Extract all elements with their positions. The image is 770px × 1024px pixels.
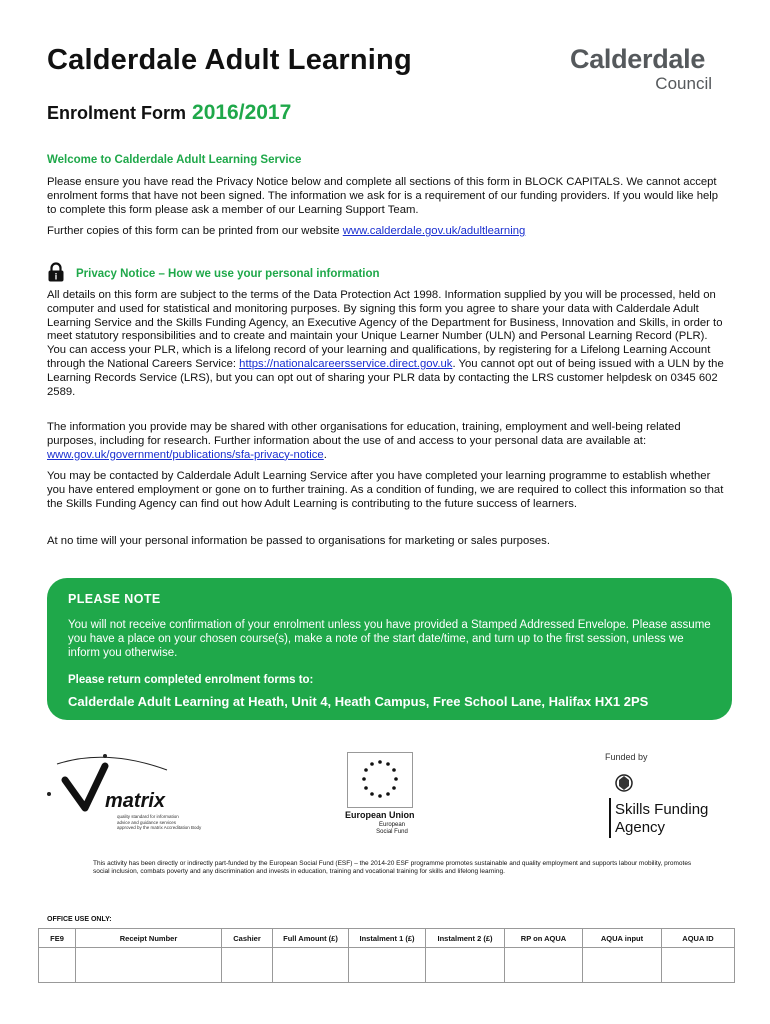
office-header-row — [39, 929, 735, 948]
note-text: You will not receive confirmation of your enrolment unless you have provided a Stamped Addressed Envelope. Please assume you have a place on your chosen course(s), make a note of the start date/time, and turn up to the first session, unless we inform you otherwise. — [68, 619, 711, 659]
form-subtitle — [47, 101, 291, 125]
office-entry-row — [39, 948, 735, 983]
col-full-amount: Full Amount (£) — [273, 929, 349, 948]
office-use-label: OFFICE USE ONLY: — [47, 916, 112, 923]
matrix-tagline-1: quality standard for information — [117, 814, 179, 819]
website-paragraph — [47, 225, 727, 239]
col-aqua-id: AQUA ID — [662, 929, 735, 948]
skills-funding-agency-logo — [603, 752, 733, 842]
cell-instalment-1[interactable] — [349, 948, 426, 983]
website-text: Further copies of this form can be printed from our website — [47, 225, 340, 237]
cell-aqua-input[interactable] — [583, 948, 662, 983]
website-link[interactable]: www.calderdale.gov.uk/adultlearning — [342, 225, 526, 237]
sfa-privacy-link[interactable]: www.gov.uk/government/publications/sfa-privacy-notice — [47, 448, 324, 461]
sfa-divider — [609, 798, 611, 838]
privacy-paragraph-2 — [47, 421, 727, 462]
privacy-heading: Privacy Notice – How we use your personal information — [76, 268, 380, 280]
col-cashier: Cashier — [222, 929, 273, 948]
please-note-box — [47, 578, 732, 720]
logo-sub-text: Council — [655, 74, 712, 93]
office-use-table — [38, 928, 735, 983]
eu-main-text: European Union — [345, 810, 415, 820]
col-instalment-2: Instalment 2 (£) — [426, 929, 505, 948]
privacy-text-1b: . You cannot opt out of being issued with a ULN by the Learning Records Service (LRS), but you can opt out of sharing your PLR data by contacting the LRS customer helpdesk on 0345 602 2589. — [47, 357, 724, 398]
matrix-tagline — [117, 814, 201, 831]
eu-sub-1: European — [378, 822, 406, 828]
privacy-text-1a: All details on this form are subject to the terms of the Data Protection Act 1998. Information supplied by you will be processed, held on computer and used for statistical and monitoring purposes. By signing this form you agree to share your data with Calderdale Adult Learning Service and the Skills Funding Agency, an Executive Agency of the Department for Business, Innovation and Skills, in order to meet statutory responsibilities and to create and maintain your Unique Learner Number (ULN) and Personal Learning Record (PLR). You can access your PLR, which is a lifelong record of your learning and qualifications, by registering for a Lifelong Learning Account through the National Careers Service: — [47, 289, 723, 370]
careers-service-link[interactable]: https://nationalcareersservice.direct.gov.uk — [239, 357, 453, 370]
cell-receipt-number[interactable] — [76, 948, 222, 983]
welcome-paragraph: Please ensure you have read the Privacy Notice below and complete all sections of this form in BLOCK CAPITALS. We cannot accept enrolment forms that have not been signed. The information we ask for is a requirement of our funding providers. If you would like help to complete this form please ask a member of our Learning Support Team. — [47, 176, 719, 216]
sfa-line-2: Agency — [615, 819, 666, 836]
svg-text:i: i — [54, 271, 58, 282]
european-union-logo — [345, 752, 439, 842]
cell-instalment-2[interactable] — [426, 948, 505, 983]
col-fe9: FE9 — [39, 929, 76, 948]
return-address: Calderdale Adult Learning at Heath, Unit 4, Heath Campus, Free School Lane, Halifax HX1 2PS — [68, 694, 649, 709]
esf-fine-print: This activity has been directly or indirectly part-funded by the European Social Fund (ESF) – the 2014-20 ESF programme promotes sustainable and quality employment and supports labour mobility, promotes social inclusion, combats poverty and any discrimination and invests in education, training and vocational training for skills and lifelong learning. — [93, 860, 692, 875]
academic-year: 2016/2017 — [192, 101, 292, 124]
welcome-heading: Welcome to Calderdale Adult Learning Service — [47, 154, 302, 166]
form-name: Enrolment Form — [47, 103, 187, 123]
col-aqua-input: AQUA input — [583, 929, 662, 948]
matrix-wordmark: matrix — [105, 790, 166, 812]
cell-cashier[interactable] — [222, 948, 273, 983]
page-title: Calderdale Adult Learning — [47, 44, 412, 76]
note-heading: PLEASE NOTE — [68, 592, 161, 606]
privacy-text-2b: . — [323, 448, 327, 461]
logo-main-text: Calderdale — [570, 44, 706, 74]
matrix-tagline-2: advice and guidance services — [117, 819, 177, 825]
col-receipt-number: Receipt Number — [76, 929, 222, 948]
privacy-paragraph-1 — [47, 289, 727, 399]
eu-flag-icon — [347, 752, 413, 808]
cell-fe9[interactable] — [39, 948, 76, 983]
calderdale-council-logo — [570, 44, 720, 96]
sfa-line-1: Skills Funding — [615, 801, 709, 818]
cell-rp-on-aqua[interactable] — [505, 948, 583, 983]
lock-icon — [47, 262, 65, 282]
funded-by-text: Funded by — [605, 752, 648, 762]
col-instalment-1: Instalment 1 (£) — [349, 929, 426, 948]
cell-full-amount[interactable] — [273, 948, 349, 983]
privacy-text-2a: The information you provide may be shared with other organisations for education, training, employment and well-being related purposes, including for research. Further information about the use of and access to your personal data are available at: — [47, 421, 681, 447]
privacy-paragraph-4: At no time will your personal information be passed to organisations for marketing or sales purposes. — [47, 535, 550, 547]
eu-sub-2: Social Fund — [376, 829, 408, 835]
cell-aqua-id[interactable] — [662, 948, 735, 983]
return-heading: Please return completed enrolment forms to: — [68, 674, 314, 686]
sfa-name — [615, 801, 708, 837]
matrix-logo — [47, 752, 227, 842]
matrix-tagline-3: approved by the matrix Accreditation Body — [117, 825, 202, 830]
royal-crest-icon — [613, 772, 635, 794]
privacy-paragraph-3: You may be contacted by Calderdale Adult Learning Service after you have completed your learning programme to establish whether you have entered employment or gone on to further training. As a condition of funding, we are required to collect this information so that the Skills Funding Agency can find out how Adult Learning is contributing to the future success of learners. — [47, 470, 724, 510]
eu-sub-text — [345, 822, 439, 836]
col-rp-on-aqua: RP on AQUA — [505, 929, 583, 948]
